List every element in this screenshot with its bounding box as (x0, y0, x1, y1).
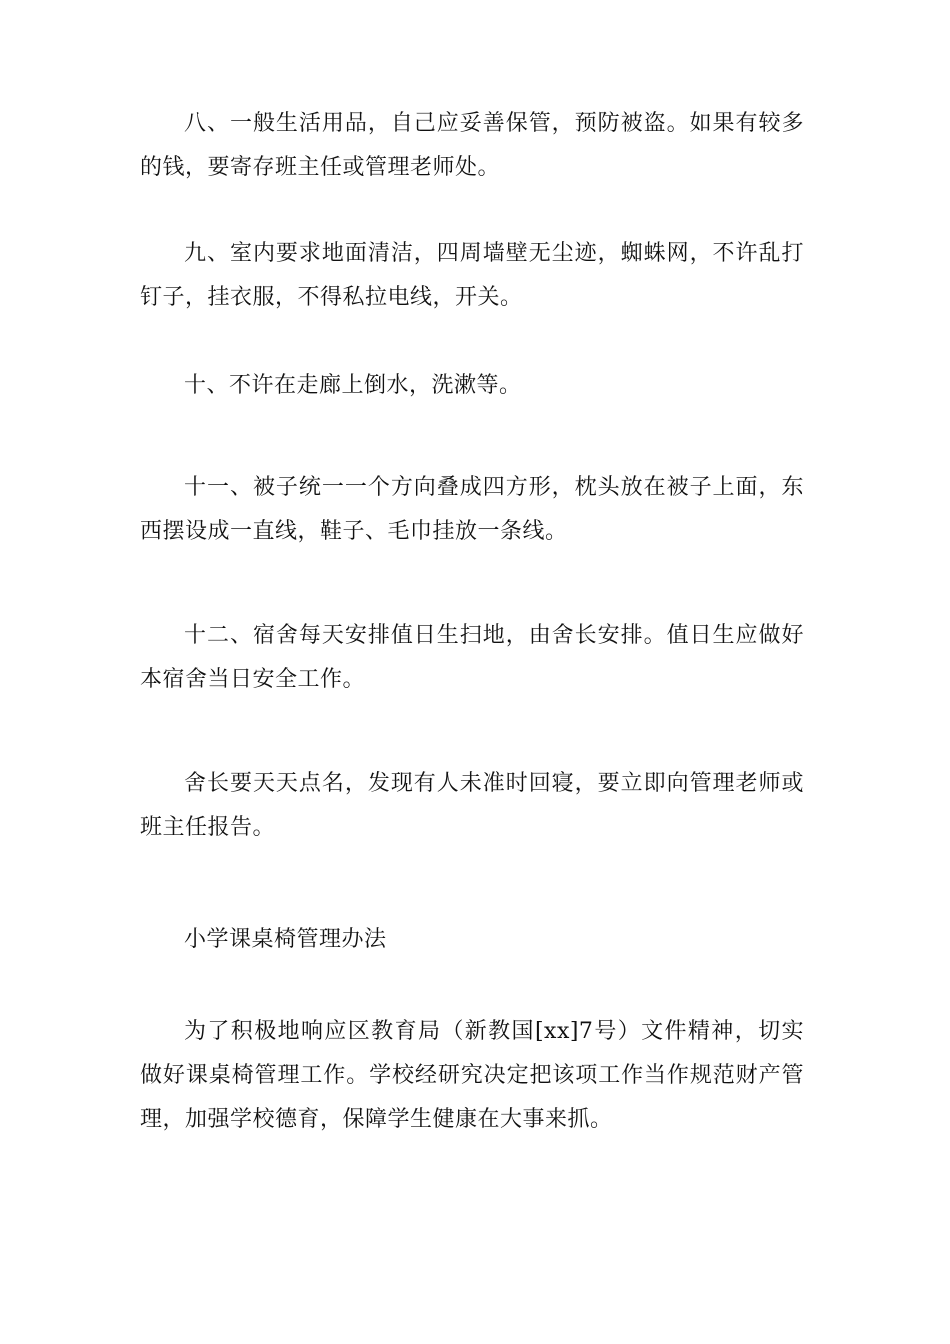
paragraph-item-10: 十、不许在走廊上倒水，洗漱等。 (184, 373, 522, 398)
paragraph-item-8: 八、一般生活用品，自己应妥善保管，预防被盗。如果有较多的钱，要寄存班主任或管理老师处。 (140, 111, 804, 180)
paragraph-dorm-leader: 舍长要天天点名，发现有人未准时回寝，要立即向管理老师或班主任报告。 (140, 771, 804, 840)
paragraph-item-9: 九、室内要求地面清洁，四周墙壁无尘迹，蜘蛛网，不许乱打钉子，挂衣服，不得私拉电线，开关。 (140, 241, 804, 310)
section-paragraph: 为了积极地响应区教育局（新教国[xx]7号）文件精神，切实做好课桌椅管理工作。学校经研究决定把该项工作当作规范财产管理，加强学校德育，保障学生健康在大事来抓。 (140, 1019, 804, 1132)
section-title: 小学课桌椅管理办法 (184, 927, 387, 952)
paragraph-item-12: 十二、宿舍每天安排值日生扫地，由舍长安排。值日生应做好本宿舍当日安全工作。 (140, 623, 804, 692)
paragraph-item-11: 十一、被子统一一个方向叠成四方形，枕头放在被子上面，东西摆设成一直线，鞋子、毛巾挂放一条线。 (140, 475, 804, 544)
